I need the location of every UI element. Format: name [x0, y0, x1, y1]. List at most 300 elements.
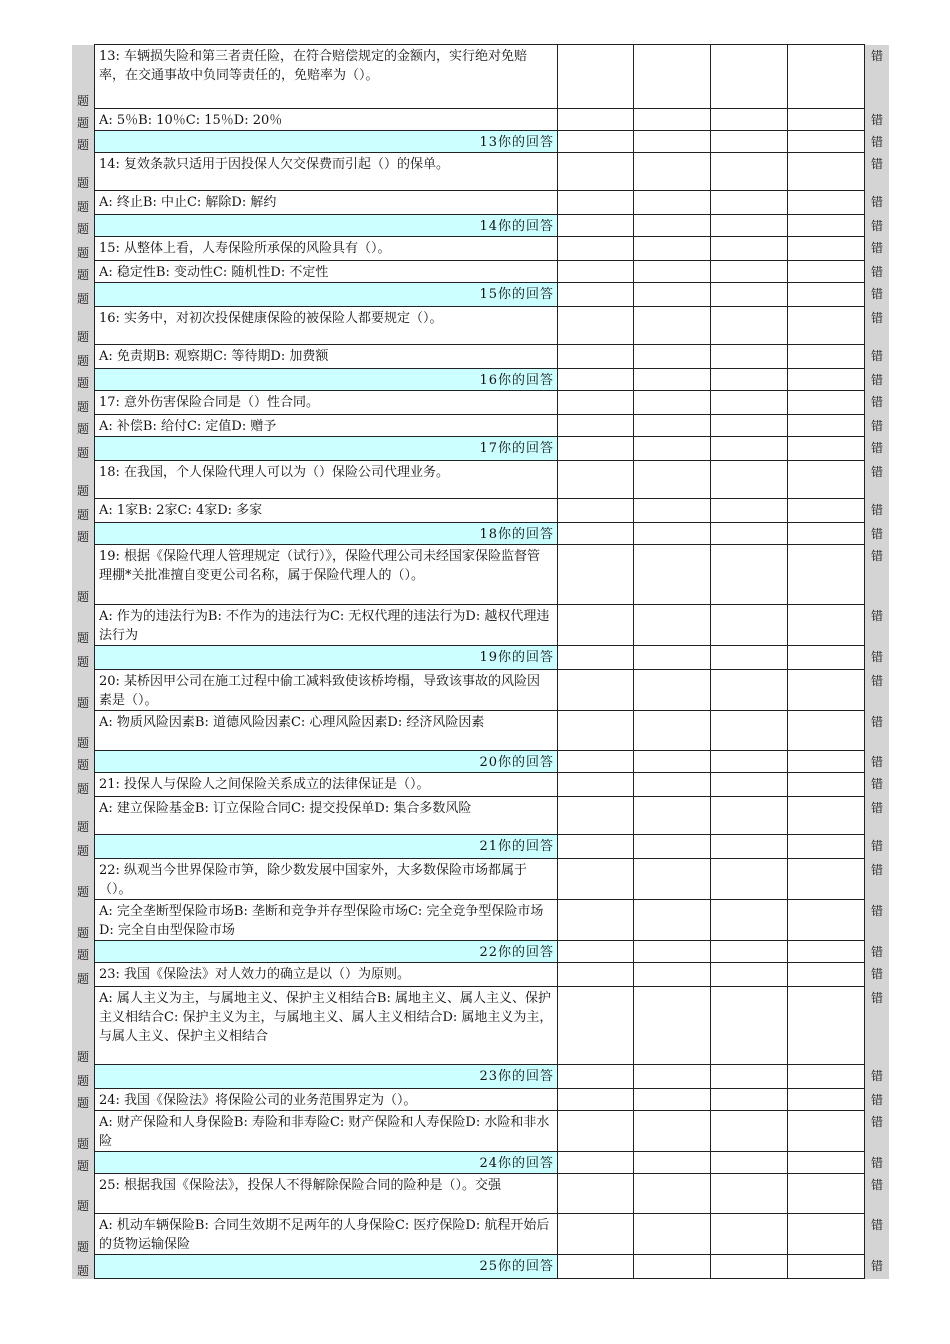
result-mark: 错: [865, 499, 890, 523]
blank-cell: [788, 711, 865, 751]
answer-input-cell[interactable]: [711, 283, 788, 307]
row-label: 题: [72, 987, 95, 1065]
answer-label: 18你的回答: [95, 523, 558, 545]
options-row: [72, 109, 889, 131]
answer-input-cell[interactable]: [634, 1152, 711, 1174]
options-text: A: 终止B: 中止C: 解除D: 解约: [95, 191, 558, 215]
question-text: 16: 实务中，对初次投保健康保险的被保险人都要规定（）。: [95, 307, 558, 345]
row-label: 题: [72, 215, 95, 237]
blank-cell: [711, 345, 788, 369]
result-mark: 错: [865, 1255, 890, 1279]
result-mark: 错: [865, 307, 890, 345]
blank-cell: [711, 773, 788, 797]
answer-input-cell[interactable]: [711, 1255, 788, 1279]
question-text: 14: 复效条款只适用于因投保人欠交保费而引起（）的保单。: [95, 153, 558, 191]
result-mark: 错: [865, 773, 890, 797]
result-mark: 错: [865, 215, 890, 237]
blank-cell: [558, 859, 634, 900]
result-mark: 错: [865, 1214, 890, 1255]
row-label: 题: [72, 437, 95, 461]
result-mark: 错: [865, 391, 890, 415]
blank-cell: [634, 605, 711, 646]
blank-cell: [634, 797, 711, 835]
row-label: 题: [72, 261, 95, 283]
blank-cell: [711, 900, 788, 941]
answer-input-cell[interactable]: [788, 215, 865, 237]
answer-input-cell[interactable]: [634, 751, 711, 773]
answer-input-cell[interactable]: [788, 1152, 865, 1174]
blank-cell: [634, 415, 711, 437]
blank-cell: [634, 261, 711, 283]
row-label: 题: [72, 391, 95, 415]
answer-input-cell[interactable]: [634, 523, 711, 545]
row-label: 题: [72, 963, 95, 987]
result-mark: 错: [865, 415, 890, 437]
result-mark: 错: [865, 835, 890, 859]
row-label: 题: [72, 1089, 95, 1111]
row-label: 题: [72, 1214, 95, 1255]
blank-cell: [711, 859, 788, 900]
result-mark: 错: [865, 261, 890, 283]
options-row: [72, 605, 889, 646]
blank-cell: [634, 987, 711, 1065]
answer-input-cell[interactable]: [634, 835, 711, 859]
blank-cell: [788, 191, 865, 215]
result-mark: 错: [865, 1065, 890, 1089]
result-mark: 错: [865, 670, 890, 711]
question-table: [72, 44, 889, 1279]
question-row: [72, 237, 889, 261]
answer-label: 21你的回答: [95, 835, 558, 859]
answer-row: [72, 437, 889, 461]
blank-cell: [711, 963, 788, 987]
blank-cell: [788, 45, 865, 109]
answer-label: 16你的回答: [95, 369, 558, 391]
blank-cell: [634, 109, 711, 131]
row-label: 题: [72, 751, 95, 773]
result-mark: 错: [865, 1111, 890, 1152]
question-row: [72, 45, 889, 109]
blank-cell: [558, 461, 634, 499]
row-label: 题: [72, 1152, 95, 1174]
options-text: A: 补偿B: 给付C: 定值D: 赠予: [95, 415, 558, 437]
answer-input-cell[interactable]: [711, 1065, 788, 1089]
blank-cell: [558, 670, 634, 711]
answer-input-cell[interactable]: [558, 215, 634, 237]
blank-cell: [558, 963, 634, 987]
blank-cell: [558, 153, 634, 191]
blank-cell: [788, 1089, 865, 1111]
blank-cell: [634, 499, 711, 523]
blank-cell: [634, 307, 711, 345]
blank-cell: [558, 345, 634, 369]
result-mark: 错: [865, 237, 890, 261]
blank-cell: [788, 545, 865, 605]
row-label: 题: [72, 153, 95, 191]
blank-cell: [711, 987, 788, 1065]
answer-input-cell[interactable]: [558, 1255, 634, 1279]
row-label: 题: [72, 307, 95, 345]
blank-cell: [788, 797, 865, 835]
question-row: [72, 670, 889, 711]
answer-input-cell[interactable]: [711, 1152, 788, 1174]
answer-input-cell[interactable]: [558, 131, 634, 153]
blank-cell: [634, 545, 711, 605]
question-text: 17: 意外伤害保险合同是（）性合同。: [95, 391, 558, 415]
result-mark: 错: [865, 153, 890, 191]
row-label: 题: [72, 859, 95, 900]
question-row: [72, 859, 889, 900]
answer-row: [72, 646, 889, 670]
question-text: 13: 车辆损失险和第三者责任险，在符合赔偿规定的金额内，实行绝对免赔率，在交通事故中负同等责任的，免赔率为（）。: [95, 45, 558, 109]
question-row: [72, 307, 889, 345]
answer-label: 17你的回答: [95, 437, 558, 461]
row-label: 题: [72, 1065, 95, 1089]
blank-cell: [788, 345, 865, 369]
blank-cell: [711, 797, 788, 835]
result-mark: 错: [865, 345, 890, 369]
options-row: [72, 711, 889, 751]
options-row: [72, 987, 889, 1065]
options-text: A: 财产保险和人身保险B: 寿险和非寿险C: 财产保险和人寿保险D: 水险和非水险: [95, 1111, 558, 1152]
blank-cell: [634, 45, 711, 109]
row-label: 题: [72, 415, 95, 437]
answer-input-cell[interactable]: [558, 941, 634, 963]
blank-cell: [711, 499, 788, 523]
answer-input-cell[interactable]: [788, 523, 865, 545]
row-label: 题: [72, 109, 95, 131]
answer-input-cell[interactable]: [711, 215, 788, 237]
answer-input-cell[interactable]: [788, 941, 865, 963]
options-row: [72, 900, 889, 941]
answer-input-cell[interactable]: [634, 131, 711, 153]
result-mark: 错: [865, 45, 890, 109]
answer-input-cell[interactable]: [558, 369, 634, 391]
answer-input-cell[interactable]: [788, 1065, 865, 1089]
question-row: [72, 1089, 889, 1111]
answer-input-cell[interactable]: [711, 131, 788, 153]
result-mark: 错: [865, 605, 890, 646]
blank-cell: [788, 237, 865, 261]
blank-cell: [788, 670, 865, 711]
question-row: [72, 1174, 889, 1214]
options-text: A: 建立保险基金B: 订立保险合同C: 提交投保单D: 集合多数风险: [95, 797, 558, 835]
blank-cell: [711, 1174, 788, 1214]
answer-input-cell[interactable]: [634, 646, 711, 670]
blank-cell: [634, 859, 711, 900]
answer-input-cell[interactable]: [634, 941, 711, 963]
answer-label: 25你的回答: [95, 1255, 558, 1279]
blank-cell: [788, 499, 865, 523]
answer-input-cell[interactable]: [634, 283, 711, 307]
options-row: [72, 797, 889, 835]
blank-cell: [788, 307, 865, 345]
answer-input-cell[interactable]: [788, 751, 865, 773]
row-label: 题: [72, 1111, 95, 1152]
answer-input-cell[interactable]: [788, 369, 865, 391]
blank-cell: [558, 1214, 634, 1255]
answer-input-cell[interactable]: [558, 523, 634, 545]
row-label: 题: [72, 900, 95, 941]
result-mark: 错: [865, 1089, 890, 1111]
answer-label: 24你的回答: [95, 1152, 558, 1174]
result-mark: 错: [865, 859, 890, 900]
blank-cell: [558, 900, 634, 941]
blank-cell: [788, 1111, 865, 1152]
result-mark: 错: [865, 109, 890, 131]
row-label: 题: [72, 499, 95, 523]
answer-input-cell[interactable]: [711, 941, 788, 963]
blank-cell: [558, 987, 634, 1065]
answer-label: 20你的回答: [95, 751, 558, 773]
answer-input-cell[interactable]: [711, 437, 788, 461]
result-mark: 错: [865, 751, 890, 773]
blank-cell: [711, 461, 788, 499]
row-label: 题: [72, 646, 95, 670]
row-label: 题: [72, 345, 95, 369]
answer-row: [72, 835, 889, 859]
row-label: 题: [72, 670, 95, 711]
blank-cell: [634, 191, 711, 215]
row-label: 题: [72, 131, 95, 153]
blank-cell: [558, 711, 634, 751]
blank-cell: [558, 391, 634, 415]
options-row: [72, 1214, 889, 1255]
row-label: 题: [72, 1255, 95, 1279]
result-mark: 错: [865, 191, 890, 215]
answer-label: 19你的回答: [95, 646, 558, 670]
result-mark: 错: [865, 900, 890, 941]
answer-input-cell[interactable]: [558, 437, 634, 461]
row-label: 题: [72, 523, 95, 545]
answer-input-cell[interactable]: [558, 751, 634, 773]
blank-cell: [558, 109, 634, 131]
blank-cell: [788, 963, 865, 987]
answer-row: [72, 523, 889, 545]
answer-input-cell[interactable]: [788, 283, 865, 307]
question-text: 23: 我国《保险法》对人效力的确立是以（）为原则。: [95, 963, 558, 987]
question-text: 18: 在我国，个人保险代理人可以为（）保险公司代理业务。: [95, 461, 558, 499]
blank-cell: [634, 1111, 711, 1152]
answer-label: 23你的回答: [95, 1065, 558, 1089]
blank-cell: [634, 1089, 711, 1111]
answer-row: [72, 1065, 889, 1089]
result-mark: 错: [865, 711, 890, 751]
blank-cell: [711, 109, 788, 131]
answer-input-cell[interactable]: [558, 283, 634, 307]
blank-cell: [788, 261, 865, 283]
blank-cell: [634, 773, 711, 797]
blank-cell: [558, 261, 634, 283]
answer-input-cell[interactable]: [788, 437, 865, 461]
answer-input-cell[interactable]: [558, 1152, 634, 1174]
answer-row: [72, 751, 889, 773]
result-mark: 错: [865, 437, 890, 461]
result-mark: 错: [865, 1152, 890, 1174]
answer-input-cell[interactable]: [711, 751, 788, 773]
blank-cell: [711, 415, 788, 437]
question-row: [72, 963, 889, 987]
answer-row: [72, 1255, 889, 1279]
result-mark: 错: [865, 283, 890, 307]
blank-cell: [558, 307, 634, 345]
question-row: [72, 545, 889, 605]
blank-cell: [711, 191, 788, 215]
blank-cell: [788, 987, 865, 1065]
blank-cell: [558, 1111, 634, 1152]
row-label: 题: [72, 237, 95, 261]
row-label: 题: [72, 835, 95, 859]
row-label: 题: [72, 711, 95, 751]
answer-input-cell[interactable]: [788, 835, 865, 859]
blank-cell: [788, 900, 865, 941]
blank-cell: [711, 545, 788, 605]
result-mark: 错: [865, 797, 890, 835]
blank-cell: [788, 605, 865, 646]
row-label: 题: [72, 545, 95, 605]
result-mark: 错: [865, 1174, 890, 1214]
question-text: 19: 根据《保险代理人管理规定（试行）》，保险代理公司未经国家保险监督管理棚*关批准擅自变更公司名称，属于保险代理人的（）。: [95, 545, 558, 605]
question-row: [72, 153, 889, 191]
answer-input-cell[interactable]: [634, 215, 711, 237]
blank-cell: [634, 345, 711, 369]
question-text: 15: 从整体上看，人寿保险所承保的风险具有（）。: [95, 237, 558, 261]
blank-cell: [558, 797, 634, 835]
row-label: 题: [72, 941, 95, 963]
answer-label: 22你的回答: [95, 941, 558, 963]
blank-cell: [711, 153, 788, 191]
options-row: [72, 345, 889, 369]
answer-input-cell[interactable]: [711, 646, 788, 670]
row-label: 题: [72, 283, 95, 307]
answer-input-cell[interactable]: [788, 131, 865, 153]
result-mark: 错: [865, 545, 890, 605]
result-mark: 错: [865, 941, 890, 963]
options-text: A: 1家B: 2家C: 4家D: 多家: [95, 499, 558, 523]
question-text: 21: 投保人与保险人之间保险关系成立的法律保证是（）。: [95, 773, 558, 797]
result-mark: 错: [865, 646, 890, 670]
answer-input-cell[interactable]: [711, 835, 788, 859]
blank-cell: [558, 45, 634, 109]
answer-input-cell[interactable]: [558, 835, 634, 859]
answer-row: [72, 1152, 889, 1174]
answer-input-cell[interactable]: [558, 1065, 634, 1089]
options-text: A: 物质风险因素B: 道德风险因素C: 心理风险因素D: 经济风险因素: [95, 711, 558, 751]
answer-input-cell[interactable]: [558, 646, 634, 670]
answer-input-cell[interactable]: [711, 523, 788, 545]
options-text: A: 免责期B: 观察期C: 等待期D: 加费额: [95, 345, 558, 369]
answer-row: [72, 131, 889, 153]
row-label: 题: [72, 461, 95, 499]
blank-cell: [711, 45, 788, 109]
options-text: A: 机动车辆保险B: 合同生效期不足两年的人身保险C: 医疗保险D: 航程开始后的货物运输保险: [95, 1214, 558, 1255]
blank-cell: [558, 1174, 634, 1214]
blank-cell: [788, 109, 865, 131]
options-text: A: 属人主义为主，与属地主义、保护主义相结合B: 属地主义、属人主义、保护主义相结合C: 保护主义为主，与属地主义、属人主义相结合D: 属地主义为主，与属人主义、保护主义相结合: [95, 987, 558, 1065]
answer-input-cell[interactable]: [788, 1255, 865, 1279]
blank-cell: [634, 670, 711, 711]
answer-label: 13你的回答: [95, 131, 558, 153]
blank-cell: [711, 605, 788, 646]
question-text: 24: 我国《保险法》将保险公司的业务范围界定为（）。: [95, 1089, 558, 1111]
blank-cell: [634, 1214, 711, 1255]
blank-cell: [788, 461, 865, 499]
blank-cell: [788, 1214, 865, 1255]
blank-cell: [634, 900, 711, 941]
options-row: [72, 261, 889, 283]
answer-input-cell[interactable]: [634, 1065, 711, 1089]
blank-cell: [711, 261, 788, 283]
result-mark: 错: [865, 963, 890, 987]
blank-cell: [634, 153, 711, 191]
blank-cell: [788, 153, 865, 191]
answer-input-cell[interactable]: [634, 369, 711, 391]
blank-cell: [558, 191, 634, 215]
answer-label: 15你的回答: [95, 283, 558, 307]
blank-cell: [634, 237, 711, 261]
question-row: [72, 773, 889, 797]
answer-input-cell[interactable]: [711, 369, 788, 391]
blank-cell: [711, 307, 788, 345]
options-row: [72, 1111, 889, 1152]
question-row: [72, 391, 889, 415]
answer-input-cell[interactable]: [634, 1255, 711, 1279]
blank-cell: [558, 415, 634, 437]
blank-cell: [788, 1174, 865, 1214]
options-text: A: 稳定性B: 变动性C: 随机性D: 不定性: [95, 261, 558, 283]
blank-cell: [711, 1214, 788, 1255]
answer-row: [72, 941, 889, 963]
options-row: [72, 499, 889, 523]
row-label: 题: [72, 1174, 95, 1214]
options-row: [72, 191, 889, 215]
row-label: 题: [72, 369, 95, 391]
result-mark: 错: [865, 987, 890, 1065]
result-mark: 错: [865, 523, 890, 545]
row-label: 题: [72, 191, 95, 215]
answer-row: [72, 283, 889, 307]
answer-sheet: [72, 44, 882, 1279]
result-mark: 错: [865, 131, 890, 153]
blank-cell: [788, 859, 865, 900]
blank-cell: [711, 1111, 788, 1152]
blank-cell: [788, 391, 865, 415]
row-label: 题: [72, 797, 95, 835]
options-text: A: 完全垄断型保险市场B: 垄断和竞争并存型保险市场C: 完全竞争型保险市场D: 完全自由型保险市场: [95, 900, 558, 941]
blank-cell: [711, 711, 788, 751]
answer-input-cell[interactable]: [634, 437, 711, 461]
row-label: 题: [72, 605, 95, 646]
blank-cell: [711, 237, 788, 261]
result-mark: 错: [865, 461, 890, 499]
blank-cell: [634, 963, 711, 987]
question-row: [72, 461, 889, 499]
blank-cell: [711, 1089, 788, 1111]
row-label: 题: [72, 773, 95, 797]
blank-cell: [788, 415, 865, 437]
question-text: 25: 根据我国《保险法》，投保人不得解除保险合同的险种是（）。交强: [95, 1174, 558, 1214]
blank-cell: [558, 545, 634, 605]
blank-cell: [558, 499, 634, 523]
blank-cell: [634, 711, 711, 751]
question-text: 22: 纵观当今世界保险市笋，除少数发展中国家外，大多数保险市场都属于（）。: [95, 859, 558, 900]
options-row: [72, 415, 889, 437]
blank-cell: [634, 1174, 711, 1214]
answer-label: 14你的回答: [95, 215, 558, 237]
answer-input-cell[interactable]: [788, 646, 865, 670]
row-label: 题: [72, 45, 95, 109]
answer-row: [72, 215, 889, 237]
